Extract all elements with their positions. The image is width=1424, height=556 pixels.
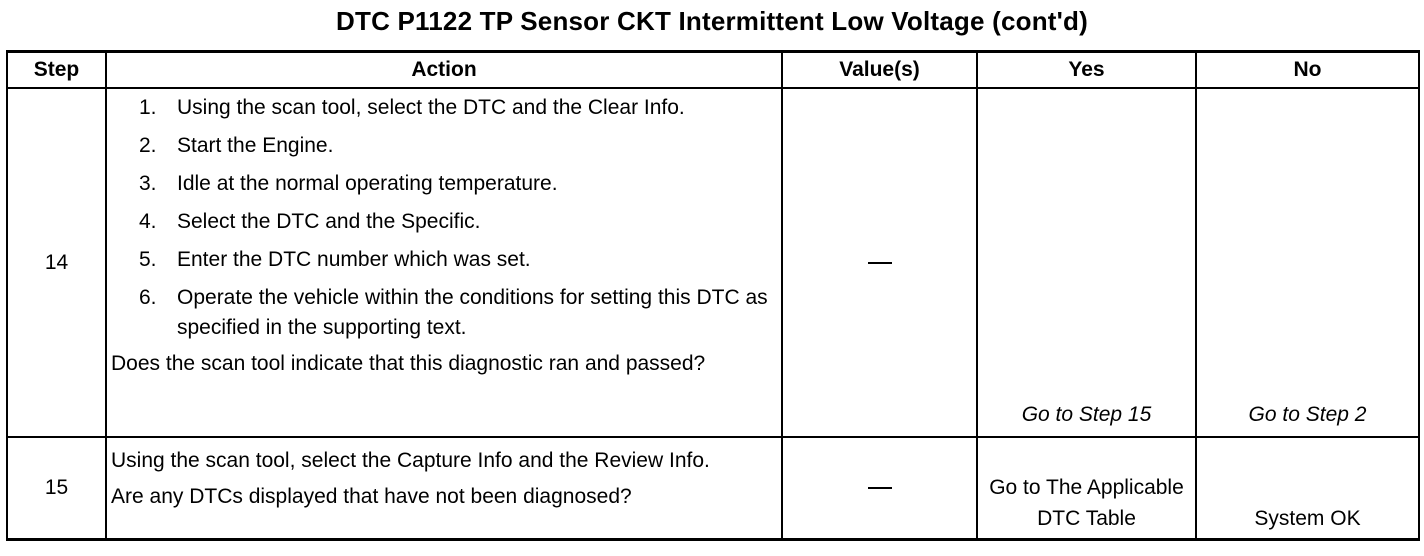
item-text: Enter the DTC number which was set.	[177, 248, 531, 271]
item-number: 4.	[139, 210, 157, 233]
yes-outcome: Go to The Applicable DTC Table	[989, 476, 1184, 530]
no-outcome: Go to Step 2	[1248, 403, 1367, 426]
action-steps-list	[111, 93, 775, 343]
item-number: 1.	[139, 96, 157, 119]
dash-placeholder	[868, 262, 892, 264]
no-outcome: System OK	[1254, 507, 1361, 530]
list-item	[137, 93, 775, 123]
action-question: Are any DTCs displayed that have not been diagnosed?	[111, 485, 632, 508]
item-text: Idle at the normal operating temperature.	[177, 172, 558, 195]
step-number: 15	[7, 437, 106, 540]
item-text: Using the scan tool, select the DTC and the Clear Info.	[177, 96, 685, 119]
no-cell	[1196, 88, 1419, 437]
item-text: Operate the vehicle within the conditions for setting this DTC as specified in the supporting text.	[177, 286, 768, 339]
list-item	[137, 283, 775, 343]
header-row	[7, 52, 1419, 89]
list-item	[137, 131, 775, 161]
list-item	[137, 207, 775, 237]
header-yes: Yes	[977, 52, 1196, 89]
item-number: 5.	[139, 248, 157, 271]
header-no: No	[1196, 52, 1419, 89]
step-number: 14	[7, 88, 106, 437]
table-row	[7, 437, 1419, 540]
yes-outcome: Go to Step 15	[1021, 403, 1152, 426]
header-values: Value(s)	[782, 52, 977, 89]
yes-cell	[977, 88, 1196, 437]
item-number: 6.	[139, 286, 157, 309]
no-cell	[1196, 437, 1419, 540]
item-number: 2.	[139, 134, 157, 157]
action-cell	[106, 88, 782, 437]
yes-cell	[977, 437, 1196, 540]
table-row	[7, 88, 1419, 437]
list-item	[137, 169, 775, 199]
page-title: DTC P1122 TP Sensor CKT Intermittent Low Voltage (cont'd)	[336, 6, 1088, 36]
diagnostic-table	[6, 50, 1420, 541]
dash-placeholder	[868, 487, 892, 489]
action-question: Does the scan tool indicate that this diagnostic ran and passed?	[111, 352, 706, 375]
value-cell	[782, 88, 977, 437]
item-number: 3.	[139, 172, 157, 195]
item-text: Select the DTC and the Specific.	[177, 210, 481, 233]
header-step: Step	[7, 52, 106, 89]
header-action: Action	[106, 52, 782, 89]
action-instruction: Using the scan tool, select the Capture Info and the Review Info.	[111, 449, 710, 472]
list-item	[137, 245, 775, 275]
item-text: Start the Engine.	[177, 134, 334, 157]
action-cell	[106, 437, 782, 540]
value-cell	[782, 437, 977, 540]
